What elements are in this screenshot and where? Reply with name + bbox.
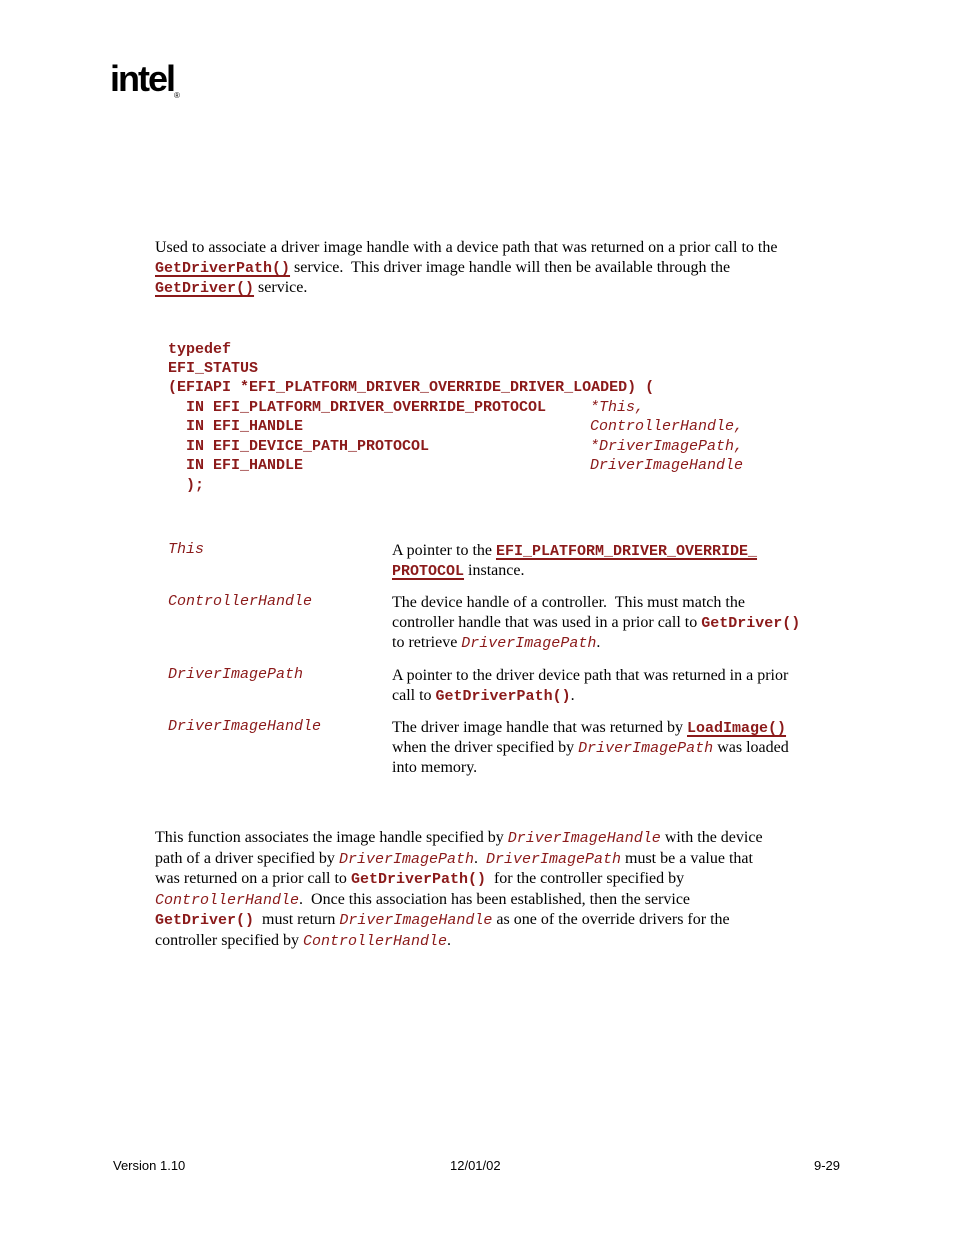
proto-arg-type-3: IN EFI_DEVICE_PATH_PROTOCOL: [168, 438, 430, 455]
efi-platform-driver-override-link-1[interactable]: EFI_PLATFORM_DRIVER_OVERRIDE_: [495, 543, 758, 560]
param-driverimagepath-name: DriverImagePath: [168, 666, 304, 683]
proto-arg-name-4: DriverImageHandle: [590, 457, 744, 474]
getdriverpath-link[interactable]: GetDriverPath(): [155, 260, 291, 277]
param-dip-line-1: A pointer to the driver device path that was returned in a prior: [392, 667, 789, 684]
param-dih-line-2b: was loaded: [713, 739, 789, 756]
loadimage-link[interactable]: LoadImage(): [687, 720, 787, 737]
desc-line-1: This function associates the image handle specified by: [155, 829, 508, 846]
param-dih-line-3: into memory.: [392, 759, 478, 776]
param-dip-end: .: [570, 687, 575, 704]
desc-line-2: path of a driver specified by: [155, 849, 339, 867]
param-ch-code: GetDriver(): [701, 615, 801, 632]
desc-line-6-end: .: [446, 931, 451, 949]
desc-ital-2: DriverImagePath: [338, 850, 474, 868]
param-controllerhandle-name: ControllerHandle: [168, 593, 313, 610]
desc-ital-5: DriverImageHandle: [339, 912, 493, 929]
footer-page-number: 9-29: [814, 1158, 841, 1173]
desc-ital-3: DriverImagePath: [485, 850, 621, 868]
desc-line-3: was returned on a prior call to: [155, 870, 351, 887]
param-ch-line-1: The device handle of a controller. This must match the: [392, 594, 745, 611]
param-dip-line-2: call to: [392, 687, 436, 704]
desc-ital-1: DriverImageHandle: [507, 830, 661, 847]
param-this-text: A pointer to the: [392, 542, 496, 559]
proto-signature: (EFIAPI *EFI_PLATFORM_DRIVER_OVERRIDE_DRIVER_LOADED) (: [168, 379, 655, 396]
summary-line-3: service.: [254, 279, 308, 296]
logo-text: intel: [110, 58, 175, 99]
intel-logo: [110, 58, 180, 100]
desc-line-3-end: for the controller specified by: [485, 870, 685, 887]
param-this-post: instance.: [464, 562, 525, 579]
summary-line-1: Used to associate a driver image handle with a device path that was returned on a prior call to the: [155, 239, 778, 256]
logo-registered-mark: ®: [174, 91, 180, 100]
desc-line-5-end: as one of the override drivers for the: [492, 911, 730, 928]
desc-line-4-end: . Once this association has been established, then the service: [299, 890, 691, 908]
param-ch-line-2: controller handle that was used in a prior call to: [392, 614, 702, 631]
desc-ital-4: ControllerHandle: [155, 891, 300, 909]
param-ch-line-3: to retrieve: [392, 634, 462, 651]
proto-arg-name-2: ControllerHandle,: [590, 418, 744, 435]
param-dip-code: GetDriverPath(): [435, 688, 571, 705]
desc-code-2: GetDriver(): [155, 912, 255, 929]
param-driverimagehandle-name: DriverImageHandle: [168, 718, 322, 735]
param-this-name: This: [168, 541, 205, 558]
proto-arg-type-1: IN EFI_PLATFORM_DRIVER_OVERRIDE_PROTOCOL: [168, 399, 565, 416]
footer-date: 12/01/02: [450, 1158, 501, 1173]
desc-ital-6: ControllerHandle: [302, 932, 447, 950]
proto-arg-name-1: *This,: [590, 399, 645, 416]
proto-close: );: [168, 477, 205, 494]
getdriver-link[interactable]: GetDriver(): [155, 280, 255, 297]
proto-arg-type-4: IN EFI_HANDLE: [168, 457, 304, 474]
desc-line-5-mid: must return: [254, 911, 340, 928]
param-controllerhandle-desc: [392, 593, 842, 653]
proto-arg-type-2: IN EFI_HANDLE: [168, 418, 304, 435]
desc-line-2-mid: .: [473, 849, 486, 867]
param-dih-line-2: when the driver specified by: [392, 739, 579, 756]
param-driverimagepath-desc: [392, 666, 842, 706]
desc-line-1-end: with the device: [660, 829, 763, 846]
param-driverimagehandle-desc: [392, 718, 842, 778]
proto-typedef: typedef: [168, 341, 232, 358]
param-dih-ital: DriverImagePath: [578, 740, 714, 757]
param-this-desc: [392, 541, 842, 581]
param-ch-ital: DriverImagePath: [461, 635, 597, 652]
proto-arg-name-3: *DriverImagePath,: [590, 438, 744, 455]
efi-platform-driver-override-link-2[interactable]: PROTOCOL: [392, 563, 465, 580]
param-ch-end: .: [596, 634, 601, 651]
param-dih-line-1: The driver image handle that was returned by: [392, 719, 687, 736]
proto-return-type: EFI_STATUS: [168, 360, 259, 377]
summary-line-2: service. This driver image handle will then be available through the: [290, 259, 731, 276]
desc-line-2-end: must be a value that: [621, 849, 753, 867]
summary-paragraph: [155, 238, 845, 298]
desc-line-6: controller specified by: [155, 931, 303, 949]
prototype-block: [168, 340, 808, 500]
description-paragraph: [155, 828, 855, 951]
footer-version: Version 1.10: [113, 1158, 186, 1173]
desc-code-1: GetDriverPath(): [350, 871, 486, 888]
